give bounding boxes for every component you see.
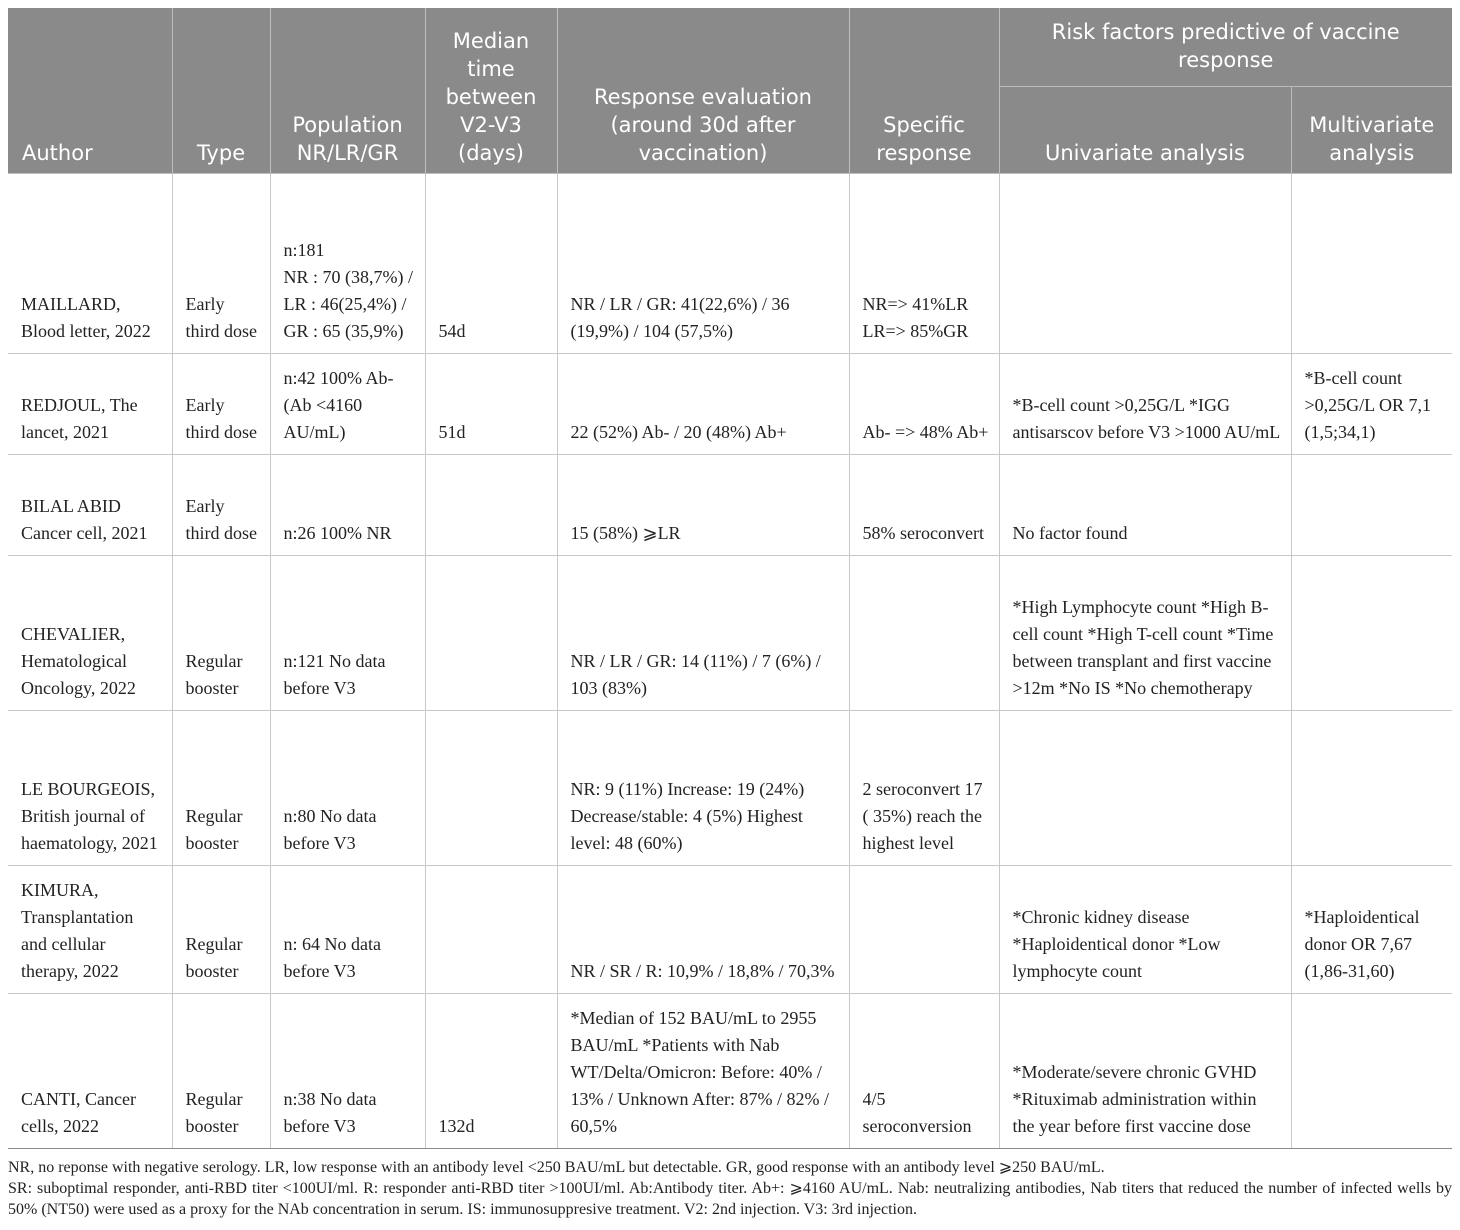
cell-specific: NR=> 41%LR LR=> 85%GR [849,173,999,353]
cell-population: n:121 No data before V3 [270,555,425,710]
study-table [8,8,1452,1149]
cell-specific: Ab- => 48% Ab+ [849,353,999,454]
table-row [8,353,1452,454]
cell-univariate: *Moderate/severe chronic GVHD *Rituximab administration within the year before first vaccine dose [999,993,1291,1148]
table-row [8,173,1452,353]
cell-univariate: *B-cell count >0,25G/L *IGG antisarscov before V3 >1000 AU/mL [999,353,1291,454]
cell-multivariate [1291,454,1452,555]
header-multivariate: Multivariate analysis [1291,86,1452,173]
header-median-time: Median time between V2-V3 (days) [425,8,557,173]
cell-population: n:181 NR : 70 (38,7%) / LR : 46(25,4%) / GR : 65 (35,9%) [270,173,425,353]
table-row [8,993,1452,1148]
header-author: Author [8,8,172,173]
cell-type: Early third dose [172,173,270,353]
cell-author: CHEVALIER, Hematological Oncology, 2022 [8,555,172,710]
cell-specific [849,555,999,710]
cell-author: BILAL ABID Cancer cell, 2021 [8,454,172,555]
cell-univariate: No factor found [999,454,1291,555]
header-risk-factors: Risk factors predictive of vaccine response [999,8,1452,86]
cell-response: NR / SR / R: 10,9% / 18,8% / 70,3% [557,865,849,993]
cell-univariate: *High Lymphocyte count *High B-cell count *High T-cell count *Time between transplant and first vaccine >12m *No IS *No chemotherapy [999,555,1291,710]
header-response-evaluation: Response evaluation (around 30d after vaccination) [557,8,849,173]
table-figure [8,8,1452,1220]
cell-specific [849,865,999,993]
cell-response: *Median of 152 BAU/mL to 2955 BAU/mL *Patients with Nab WT/Delta/Omicron: Before: 40% / 13% / Unknown After: 87% / 82% / 60,5% [557,993,849,1148]
cell-type: Early third dose [172,454,270,555]
header-population: Population NR/LR/GR [270,8,425,173]
cell-multivariate: *Haploidentical donor OR 7,67 (1,86-31,60) [1291,865,1452,993]
cell-response: NR / LR / GR: 41(22,6%) / 36 (19,9%) / 104 (57,5%) [557,173,849,353]
cell-specific: 4/5 seroconversion [849,993,999,1148]
cell-univariate: *Chronic kidney disease *Haploidentical donor *Low lymphocyte count [999,865,1291,993]
cell-multivariate [1291,173,1452,353]
cell-multivariate [1291,555,1452,710]
table-row [8,710,1452,865]
header-specific-response: Specific response [849,8,999,173]
cell-response: 22 (52%) Ab- / 20 (48%) Ab+ [557,353,849,454]
cell-type: Regular booster [172,710,270,865]
cell-multivariate [1291,993,1452,1148]
cell-median-time [425,710,557,865]
cell-author: CANTI, Cancer cells, 2022 [8,993,172,1148]
header-type: Type [172,8,270,173]
table-row [8,865,1452,993]
cell-type: Regular booster [172,865,270,993]
cell-population: n:42 100% Ab- (Ab <4160 AU/mL) [270,353,425,454]
table-row [8,454,1452,555]
footnote-definitions: SR: suboptimal responder, anti-RBD titer <100UI/ml. R: responder anti-RBD titer >100UI/ml. Ab:Antibody titer. Ab+: ⩾4160 AU/mL. Nab: neutralizing antibodies, Nab titers that reduced the number of infected wells by 50% (NT50) were used as a proxy for the NAb concentration in serum. IS: immunosuppresive treatment. V2: 2nd injection. V3: 3rd injection. [8,1179,1452,1218]
cell-response: 15 (58%) ⩾LR [557,454,849,555]
cell-author: KIMURA, Transplantation and cellular therapy, 2022 [8,865,172,993]
header-univariate: Univariate analysis [999,86,1291,173]
cell-median-time [425,865,557,993]
footnote-abbreviations: NR, no reponse with negative serology. LR, low response with an antibody level <250 BAU/mL but detectable. GR, good response with an antibody level ⩾250 BAU/mL. [8,1158,1105,1176]
cell-author: LE BOURGEOIS, British journal of haematology, 2021 [8,710,172,865]
cell-population: n:38 No data before V3 [270,993,425,1148]
cell-univariate [999,710,1291,865]
cell-population: n:80 No data before V3 [270,710,425,865]
cell-median-time: 132d [425,993,557,1148]
cell-specific: 2 seroconvert 17 ( 35%) reach the highest level [849,710,999,865]
cell-median-time [425,454,557,555]
cell-response: NR / LR / GR: 14 (11%) / 7 (6%) / 103 (83%) [557,555,849,710]
cell-type: Early third dose [172,353,270,454]
cell-author: MAILLARD, Blood letter, 2022 [8,173,172,353]
table-body [8,173,1452,1148]
cell-response: NR: 9 (11%) Increase: 19 (24%) Decrease/stable: 4 (5%) Highest level: 48 (60%) [557,710,849,865]
cell-univariate [999,173,1291,353]
cell-population: n: 64 No data before V3 [270,865,425,993]
table-row [8,555,1452,710]
cell-median-time: 51d [425,353,557,454]
cell-multivariate [1291,710,1452,865]
table-footnotes [8,1149,1452,1220]
cell-median-time [425,555,557,710]
table-header [8,8,1452,173]
cell-type: Regular booster [172,993,270,1148]
cell-specific: 58% seroconvert [849,454,999,555]
cell-type: Regular booster [172,555,270,710]
cell-author: REDJOUL, The lancet, 2021 [8,353,172,454]
cell-multivariate: *B-cell count >0,25G/L OR 7,1 (1,5;34,1) [1291,353,1452,454]
cell-median-time: 54d [425,173,557,353]
cell-population: n:26 100% NR [270,454,425,555]
